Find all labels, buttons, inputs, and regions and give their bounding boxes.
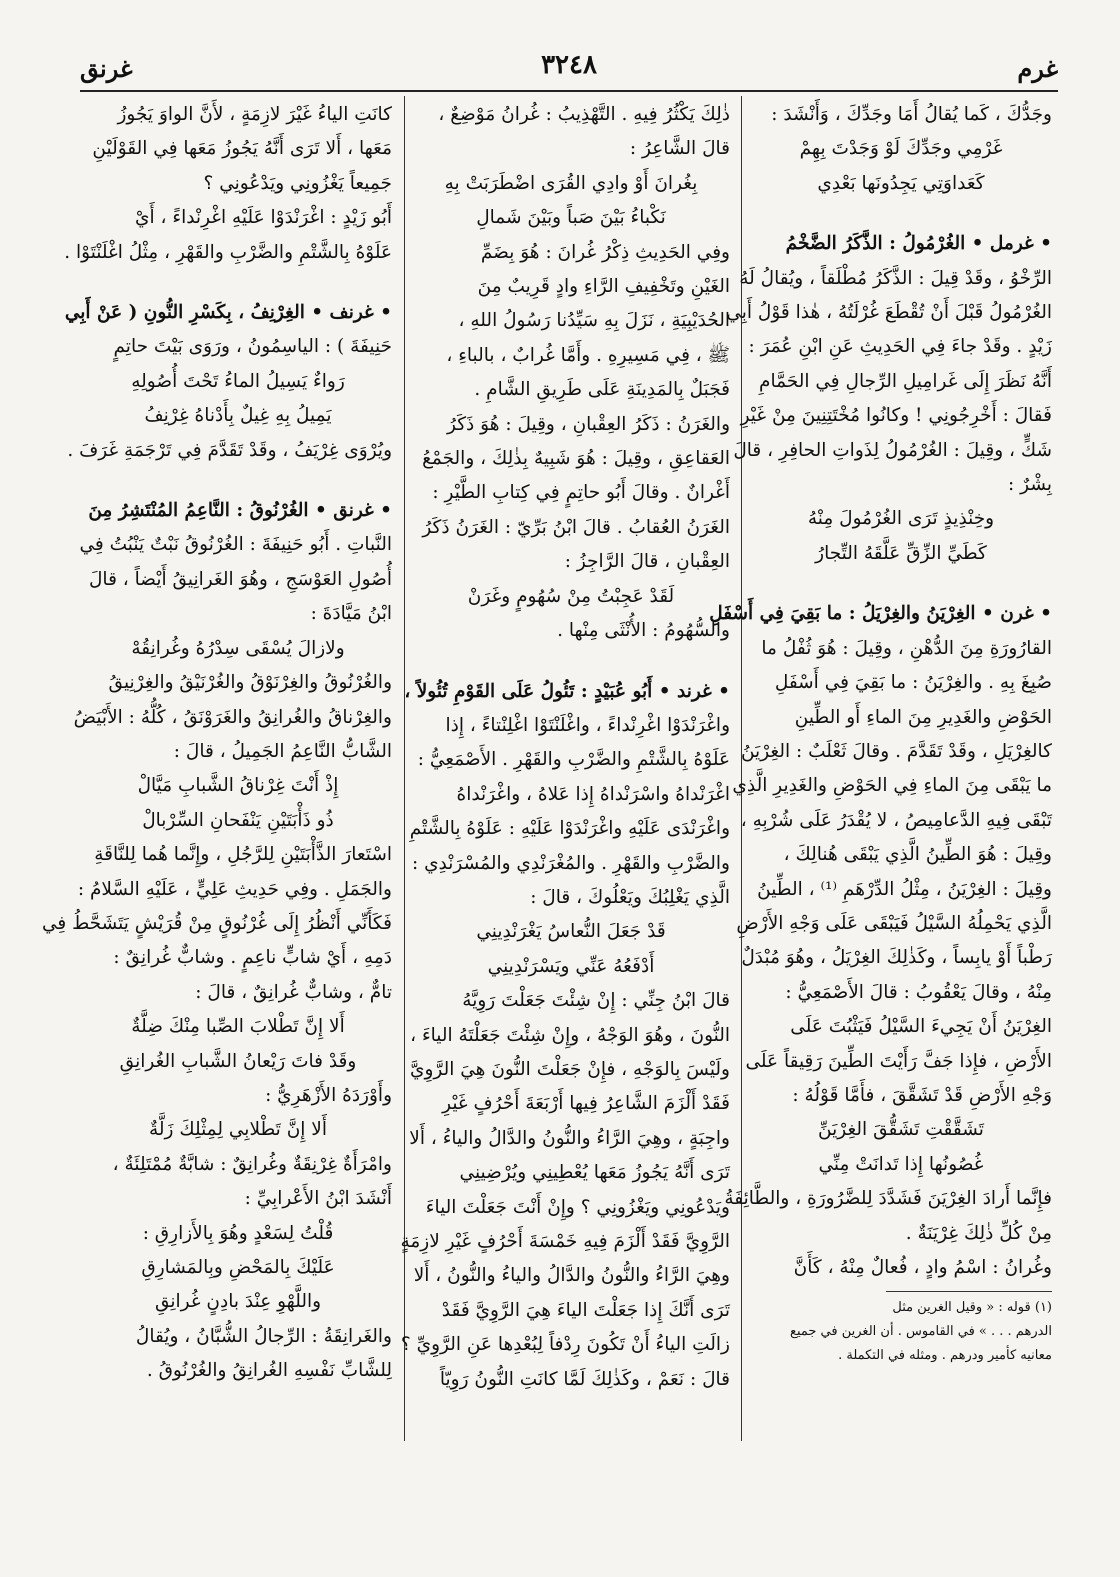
verse-line: نَكْباءُ بَيْنَ صَباً وبَيْنَ شَمالِ (476, 207, 666, 229)
verse-line: عَلَيْكَ بِالمَحْضِ وبِالمَشارِقِ (141, 1257, 335, 1278)
page-number: ٣٢٤٨ (541, 50, 597, 80)
verse-line: بِغُرانَ أَوْ وادِي القُرَى اضْطَرَبَتْ بِهِ (444, 172, 698, 194)
text-line: الغُرْمُولُ قَبْلَ أَنْ تُقْطَعَ غُرْلَتُهُ ، هٰذا قَوْلُ أَبِي (726, 302, 1052, 324)
verse-line: رَواءٌ يَسِيلُ الماءُ تَحْتَ أُصُولِهِ (131, 370, 345, 392)
text-line: ما يَبْقَى مِنَ الماءِ فِي الحَوْضِ والغَدِيرِ الَّذِي (732, 775, 1052, 797)
text-line: تامٌّ ، وشابٌّ غُرانِقٌ ، قالَ : (195, 981, 392, 1003)
text-line: لِلشَّابِّ نَفْسِهِ الغُرانِقُ والغُرْنُوقُ . (146, 1360, 392, 1382)
text-line: أَغْرانٌ . وقالَ أَبُو حاتِمٍ فِي كِتابِ الطَّيْرِ : (432, 482, 730, 504)
text-line: رَطْباً أَوْ يابِساً ، وكَذٰلِكَ الغِرْيَلُ ، وهُوَ مُبْدَلٌ (741, 947, 1052, 969)
page-header (80, 48, 1058, 88)
text-line: مِنْهُ ، وقالَ يَعْقُوبُ : قالَ الأَصْمَعِيُّ : (785, 981, 1052, 1003)
text-line: قالَ الشَّاعِرُ : (629, 138, 730, 160)
verse-line: لَقَدْ عَجِبْتُ مِنْ سُهُومٍ وغَرَنْ (467, 585, 675, 607)
text-line: أُصُولِ العَوْسَجِ ، وهُوَ الغَرانِيقُ أَيْضاً ، قالَ (88, 568, 392, 590)
footnote-rule (886, 1291, 1052, 1292)
text-line: الغَيْنِ وتَخْفِيفِ الرَّاءِ وادٍ قَرِيبٌ مِنَ (477, 276, 730, 298)
text-line: فَقَدْ أَلْزَمَ الشَّاعِرُ فِيها أَرْبَعَةَ أَحْرُفٍ غَيْرِ (442, 1093, 730, 1115)
text-line: قالَ : نَعَمْ ، وكَذٰلِكَ لَمَّا كانَتِ النُّونُ رَوِيّاً (439, 1368, 730, 1390)
entry-headword-line: • غرند • أَبُو عُبَيْدٍ : تَئُولُ عَلَى القَوْمِ تُئُولاً ، (404, 680, 730, 702)
text-line: عَلَوْهُ بِالشَّتْمِ والضَّرْبِ والقَهْرِ ، مِثْلُ اغْلَنْتَوْا . (64, 241, 392, 263)
text-line: والغُرْنُوقُ والغِرْنَوْقُ والغُرْنَيْقُ والغِرْنِيقُ (108, 672, 392, 694)
verse-line: أَلا إِنَّ تَطْلابَ الصِّبا مِنْكَ ضِلَّةٌ (131, 1016, 345, 1038)
verse-line: ولازالَ يُسْقَى سِدْرُهُ وغُرانِقُهْ (131, 637, 345, 659)
text-line: الحُدَيْبِيَةِ ، نَزَلَ بِهِ سَيِّدُنا رَسُولُ اللهِ ، (458, 310, 730, 332)
entry-headword-line: • غرن • الغِرْيَنُ والغِرْيَلُ : ما بَقِيَ فِي أَسْفَلِ (709, 603, 1052, 625)
text-line: وجَدُّكَ ، كَما يُقالُ أَمَا وجَدِّكَ ، وَأَنْشَدَ : (771, 104, 1052, 125)
text-line: ولَيْسَ بِالوَجْهِ ، فإِنْ جَعَلْتَ النُّونَ هِيَ الرَّوِيَّ (409, 1058, 730, 1080)
text-line: فَقالَ : أَخْرِجُونِي ! وكانُوا مُخْتَتِنِينَ مِنْ غَيْرِ (740, 405, 1052, 427)
text-line: صُبِغَ بِهِ . والغِرْيَنُ : ما بَقِيَ فِي أَسْفَلِ (774, 672, 1052, 694)
text-line: والجَمَلِ . وفِي حَدِيثِ عَلِيٍّ ، عَلَيْهِ السَّلامُ : (77, 878, 392, 900)
text-line: تَرَى أَنَّهُ يَجُوزُ مَعَها يُعْطِينِي ويُرْضِينِي (459, 1162, 730, 1184)
text-line: وقِيلَ : الغِرْيَنُ ، مِثْلُ الدِّرْهَمِ ⁽¹⁾ ، الطِّينُ (757, 878, 1052, 900)
text-line: وَجْهِ الأَرْضِ قَدْ تَشَقَّقَ ، فأَمَّا قَوْلُهُ : (792, 1084, 1052, 1106)
text-line: زَيْدٍ . وقَدْ جاءَ فِي الحَدِيثِ عَنِ ابْنِ عُمَرَ : (748, 336, 1052, 358)
text-line: فإِنَّما أَرادَ الغِرْيَنَ فَشَدَّدَ لِلضَّرُورَةِ ، والطَّائِفَةُ (724, 1188, 1052, 1210)
verse-line: ذُو ذَأْبَتَيْنِ يَنْفَحانِ السِّرْبالْ (142, 809, 334, 831)
text-line: واجِبَةٍ ، وهِيَ الرَّاءُ والنُّونُ والدَّالُ والياءُ ، أَلا (409, 1127, 730, 1149)
text-line: واغْرَنْدَى عَلَيْهِ واغْرَنْدَوْا عَلَيْهِ : عَلَوْهُ بِالشَّتْمِ (409, 818, 730, 840)
text-line: كالغِرْيَلِ ، وقَدْ تَقَدَّمَ . وقالَ ثَعْلَبٌ : الغِرْيَنُ (740, 740, 1052, 762)
text-line: الرَّوِيَّ فَقَدْ أَلْزَمَ فِيهِ خَمْسَةَ أَحْرُفٍ غَيْرِ لازِمَةٍ (400, 1231, 730, 1252)
text-line: تَبْقَى فِيهِ الدَّعامِيصُ ، لا يُقْدَرُ عَلَى شُرْبِهِ ، (740, 809, 1052, 831)
column-middle (400, 98, 730, 1438)
header-right-word: غرم (1017, 54, 1058, 83)
verse-line: أَلا إِنَّ تَطْلابِي لِمِثْلِكَ زَلَّةٌ (149, 1119, 327, 1141)
verse-line: يَمِيلُ بِهِ غِيلٌ بِأَدْناهُ غِرْنِفُ (144, 405, 332, 427)
verse-line: واللَّهْوِ عِنْدَ بادِنٍ غُرانِقِ (154, 1291, 322, 1313)
verse-line: وخِنْذِيذٍ تَرَى الغُرْمُولَ مِنْهُ (807, 508, 995, 530)
text-line: قالَ ابْنُ جِنِّي : إِنْ شِئْتَ جَعَلْتَ رَوِيَّهُ (462, 990, 730, 1012)
text-line: وغُرانُ : اسْمُ وادٍ ، فُعالٌ مِنْهُ ، كَأَنَّ (793, 1257, 1052, 1278)
column-right (709, 98, 1052, 1438)
text-line: وأَوْرَدَهُ الأَزْهَرِيُّ : (265, 1084, 392, 1106)
text-line: والغَرَنُ : ذَكَرُ العِقْبانِ ، وقِيلَ : هُوَ ذَكَرُ (447, 413, 730, 435)
text-line: الأَرْضِ ، فإِذا جَفَّ رَأَيْتَ الطِّينَ رَقِيقاً عَلَى (745, 1050, 1052, 1072)
text-line: والسُّهُومُ : الأُنْثَى مِنْها . (557, 620, 730, 642)
text-line: الرِّخْوُ ، وقَدْ قِيلَ : الذَّكَرُ مُطْلَقاً ، ويُقالُ لَهُ (739, 267, 1052, 289)
column-left (41, 98, 392, 1438)
text-line: اسْتَعارَ الذَّأْبَتَيْنِ لِلرَّجُلِ ، وإِنَّما هُما لِلنَّاقَةِ (94, 844, 392, 866)
text-line: أَنَّهُ نَظَرَ إِلَى غَرامِيلِ الرِّجالِ فِي الحَمَّامِ (758, 370, 1052, 392)
verse-line: أَدْفَعُهُ عَنِّي ويَسْرَنْدِينِي (487, 955, 655, 977)
text-line: فَكَأَنِّي أَنْظُرُ إِلَى غُرْنُوقٍ مِنْ قُرَيْشٍ يَتَشَحَّطُ فِي (41, 912, 392, 934)
text-line: اغْرَنْداهُ واسْرَنْداهُ إِذا عَلاهُ ، واغْرَنْداهُ (456, 783, 730, 805)
verse-line: غَرْمِي وجَدِّكَ لَوْ وَجَدْتَ بِهِمْ (799, 138, 1003, 160)
entry-gap (750, 201, 1052, 227)
entry-gap (412, 649, 730, 675)
text-line: وقِيلَ : هُوَ الطِّينُ الَّذِي يَبْقَى هُنالِكَ ، (783, 844, 1052, 866)
footnote-line: (١) قوله : « وقيل الغرين مثل (892, 1300, 1052, 1316)
text-line: ابْنُ مَيَّادَةَ : (310, 603, 392, 625)
text-line: مَعَها ، أَلا تَرَى أَنَّهُ يَجُوزُ مَعَها فِي القَوْلَيْنِ (92, 138, 392, 160)
verse-line: تَشَقَّقْتِ تَشَقُّقَ الغِرْيَنِّ (818, 1119, 984, 1141)
text-line: جَمِيعاً يَغْزُونِي ويَدْعُونِي ؟ (203, 172, 392, 194)
text-line: كانَتِ الياءُ غَيْرَ لازِمَةٍ ، لأَنَّ الواوَ يَجُوزُ (117, 104, 392, 125)
text-line: الَّذِي يَغْلِبُكَ ويَعْلُوكَ ، قالَ : (530, 886, 730, 908)
verse-line: وقَدْ فاتَ رَيْعانُ الشَّبابِ الغُرانِقِ (119, 1050, 357, 1072)
text-line: شَكٍّ ، وقِيلَ : الغُرْمُولُ لِذَواتِ الحافِرِ ، قالَ (733, 439, 1052, 461)
text-line: وهِيَ الرَّاءُ والنُّونُ والدَّالُ والياءُ والنُّونُ ، أَلا (413, 1265, 730, 1287)
entry-headword-line: • غرمل • الغُرْمُولُ : الذَّكَرُ الضَّخْمُ (785, 233, 1052, 255)
text-line: الغَرَنُ العُقابُ . قالَ ابْنُ بَرِّيّ : الغَرَنُ ذَكَرُ (422, 516, 730, 538)
footnote-line: الدرهم . . . » في القاموس . أن الغرين في جميع (790, 1324, 1052, 1340)
text-line: أَنْشَدَ ابْنُ الأَعْرابِيِّ : (244, 1188, 392, 1210)
verse-line: قُلْتُ لِسَعْدٍ وهُوَ بِالأَزارِقِ : (142, 1222, 334, 1244)
text-line: بِشْرٌ : (1008, 474, 1052, 496)
footnote-line: معانيه كأمير ودرهم . ومثله في التكملة . (838, 1348, 1052, 1364)
verse-line: كَطَيِّ الزِّقِّ عَلَّقَهُ التِّجارُ (815, 542, 987, 564)
text-line: عَلَوْهُ بِالشَّتْمِ والضَّرْبِ والقَهْرِ . الأَصْمَعِيُّ : (417, 749, 730, 771)
text-line: ذٰلِكَ يَكْثُرُ فِيهِ . التَّهْذِيبُ : غُرانُ مَوْضِعٌ ، (438, 104, 730, 125)
entry-headword-line: • غرنف • الغِرْنِفُ ، بِكَسْرِ النُّونِ ( عَنْ أَبِي (64, 302, 392, 324)
text-line: دَمِهِ ، أَيْ شابٍّ ناعِمٍ . وشابٌّ غُرانِقٌ : (113, 947, 392, 969)
verse-line: كَعَداوَتِي يَجِدُونَها بَعْدِي (817, 172, 985, 194)
verse-line: إِذْ أَنْتَ غِرْناقُ الشَّبابِ مَيَّالْ (137, 775, 339, 797)
text-line: العَقاعِقِ ، وقِيلَ : هُوَ شَبِيهٌ بِذٰلِكَ ، والجَمْعُ (422, 448, 730, 470)
text-line: مِنْ كُلِّ ذٰلِكَ غِرْيَنَةٌ . (905, 1222, 1052, 1244)
verse-line: قَدْ جَعَلَ النُّعاسُ يَغْرَنْدِينِي (476, 921, 666, 943)
text-line: الَّذِي يَحْمِلُهُ السَّيْلُ فَيَبْقَى عَلَى وَجْهِ الأَرْضِ (736, 912, 1052, 934)
header-left-word: غرنق (80, 54, 133, 83)
text-line: ﷺ ، فِي مَسِيرِهِ . وأَمَّا غُرابٌ ، بالباءِ ، (446, 344, 730, 366)
entry-gap (750, 571, 1052, 597)
text-line: تَرَى أَنَّكَ إِذا جَعَلْتَ الياءَ هِيَ الرَّوِيَّ فَقَدْ (441, 1299, 730, 1321)
text-line: وامْرَأَةٌ غِرْنِقَةٌ وغُرانِقٌ : شابَّةٌ مُمْتَلِئَةٌ ، (112, 1153, 392, 1175)
text-line: وفِي الحَدِيثِ ذِكْرُ غُرانَ : هُوَ بِضَمِّ (480, 241, 730, 263)
text-line: فَجَبَلٌ بِالمَدِينَةِ عَلَى طَرِيقِ الشَّامِ . (474, 379, 730, 401)
text-line: العِقْبانِ ، قالَ الرَّاجِزُ : (564, 551, 730, 573)
text-line: ويَدْعُونِي ويَغْزُونِي ؟ وإِنْ أَنْتَ جَعَلْتَ الياءَ (425, 1196, 730, 1218)
text-line: والغِرْناقُ والغُرانِقُ والغَرَوْنَقُ ، كُلُّهُ : الأَبْيَضُ (73, 706, 392, 728)
text-line: الشَّابُّ النَّاعِمُ الجَمِيلُ ، قالَ : (173, 740, 392, 762)
text-line: حَنِيفَةَ ) : الياسِمُونُ ، ورَوَى بَيْتَ حاتِمٍ (113, 336, 392, 358)
text-line: الغِرْيَنُ أَنْ يَجِيءَ السَّيْلُ فَيَثْبُتَ عَلَى (790, 1016, 1052, 1038)
text-line: النَّباتِ . أَبُو حَنِيفَةَ : الغُرْنُوقُ نَبْتٌ يَنْبُتُ فِي (79, 534, 392, 556)
text-line: زالَتِ الياءُ أَنْ تَكُونَ رِدْفاً لِبُعْدِها عَنِ الرَّوِيِّ ؟ (400, 1334, 730, 1356)
text-line: والضَّرْبِ والقَهْرِ . والمُغْرَنْدِي والمُسْرَنْدِي : (411, 852, 730, 874)
header-rule (80, 90, 1058, 92)
entry-gap (84, 270, 392, 296)
text-line: أَبُو زَيْدٍ : اغْرَنْدَوْا عَلَيْهِ اغْرِنْداءً ، أَيْ (135, 207, 392, 229)
text-line: ويُرْوَى غِرْيَفُ ، وقَدْ تَقَدَّمَ فِي تَرْجَمَةِ غَرَفَ . (67, 439, 392, 461)
text-line: واغْرَنْدَوْا اغْرِنْداءً ، واغْلَنْتَوْا اغْلِنْتاءً ، إِذا (445, 714, 730, 736)
entry-gap (84, 468, 392, 494)
text-line: النُّونَ ، وهُوَ الوَجْهُ ، وإِنْ شِئْتَ جَعَلْتَهُ الياءَ ، (410, 1024, 730, 1046)
text-line: والغَرانِقَةُ : الرِّجالُ الشُّبَّانُ ، ويُقالُ (135, 1325, 392, 1347)
text-line: الحَوْضِ والغَدِيرِ مِنَ الماءِ أَو الطِّينِ (794, 706, 1052, 728)
entry-headword-line: • غرنق • الغُرْنُوقُ : النَّاعِمُ المُنْتَشِرُ مِنَ (88, 500, 392, 522)
text-line: القارُورَةِ مِنَ الدُّهْنِ ، وقِيلَ : هُوَ ثُفْلُ ما (761, 637, 1052, 659)
verse-line: غُصُونُها إِذا تَدانَتْ مِنِّي (818, 1153, 984, 1175)
